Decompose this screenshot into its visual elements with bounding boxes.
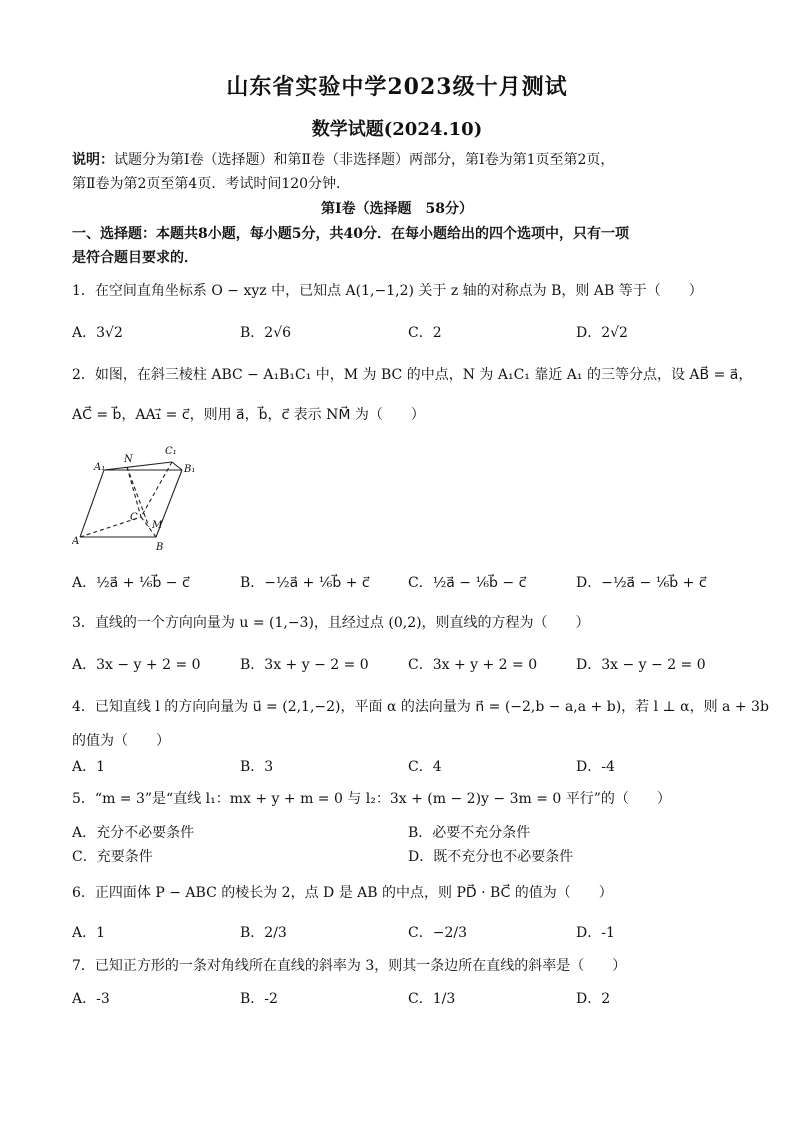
edge-c1-b1: [172, 462, 182, 470]
question-5-options-row-1: [72, 822, 732, 846]
instructions-label: 说明：: [72, 152, 114, 168]
prism-figure: [72, 440, 202, 555]
question-4-options: [72, 756, 732, 786]
exam-title: 山东省实验中学2023级十月测试: [226, 74, 568, 100]
question-6-options: [72, 922, 732, 952]
option-b[interactable]: B．3: [240, 759, 274, 775]
option-a[interactable]: A．1: [72, 759, 106, 775]
segment-n-c: [127, 467, 141, 517]
instructions: [72, 148, 732, 172]
option-b[interactable]: B．−½a⃗ + ⅙b⃗ + c⃗: [240, 575, 370, 591]
option-d[interactable]: D．−½a⃗ − ⅙b⃗ + c⃗: [576, 575, 707, 591]
option-c[interactable]: C．4: [408, 759, 442, 775]
option-a[interactable]: A．充分不必要条件: [72, 825, 195, 841]
question-5-stem: 5．“m = 3”是“直线 l₁：mx + y + m = 0 与 l₂：3x + (m − 2)y − 3m = 0 平行”的（ ）: [72, 791, 671, 807]
option-d[interactable]: D．-1: [576, 925, 615, 941]
option-d[interactable]: D．2: [576, 991, 611, 1007]
edge-a1-a: [80, 470, 104, 537]
question-1-stem: 1．在空间直角坐标系 O − xyz 中，已知点 A(1,−1,2) 关于 z 轴的对称点为 B，则 AB 等于（ ）: [72, 283, 703, 299]
option-b[interactable]: B．必要不充分条件: [408, 825, 531, 841]
question-2-stem-line-2: AC⃗ = b⃗，AA₁⃗ = c⃗，则用 a⃗，b⃗，c⃗ 表示 NM⃗ 为（ ）: [72, 407, 425, 423]
option-d[interactable]: D．2√2: [576, 325, 628, 341]
option-d[interactable]: D．3x − y − 2 = 0: [576, 657, 706, 673]
section-heading: 第Ⅰ卷（选择题 58分）: [320, 201, 474, 217]
option-a[interactable]: A．1: [72, 925, 106, 941]
question-2-options: [72, 572, 732, 602]
section-instruction-1: 一、选择题：本题共8小题，每小题5分，共40分．在每小题给出的四个选项中，只有一项: [72, 226, 629, 242]
label-c1: C₁: [165, 446, 177, 457]
question-3-options: [72, 654, 732, 684]
option-b[interactable]: B．-2: [240, 991, 278, 1007]
label-n: N: [124, 454, 133, 465]
section-instruction-2: 是符合题目要求的．: [72, 250, 198, 266]
option-a[interactable]: A．3x − y + 2 = 0: [72, 657, 201, 673]
question-5-options-row-2: [72, 846, 732, 870]
option-d[interactable]: D．-4: [576, 759, 615, 775]
label-b: B: [156, 542, 164, 553]
option-c[interactable]: C．2: [408, 325, 442, 341]
label-c: C: [130, 512, 138, 523]
option-a[interactable]: A．½a⃗ + ⅙b⃗ − c⃗: [72, 575, 190, 591]
instructions-line-2: 第Ⅱ卷为第2页至第4页．考试时间120分钟．: [72, 176, 351, 192]
question-4-stem: 4．已知直线 l 的方向向量为 u⃗ = (2,1,−2)，平面 α 的法向量为 n⃗ = (−2,b − a,a + b)，若 l ⊥ α，则 a + 3b: [72, 699, 769, 715]
question-4-stem-line-2: 的值为（ ）: [72, 733, 170, 749]
option-c[interactable]: C．−2/3: [408, 925, 467, 941]
instructions-text-1: 试题分为第Ⅰ卷（选择题）和第Ⅱ卷（非选择题）两部分，第Ⅰ卷为第1页至第2页，: [114, 152, 615, 168]
option-d[interactable]: D．既不充分也不必要条件: [408, 849, 574, 865]
question-1-options: [72, 322, 732, 352]
option-c[interactable]: C．充要条件: [72, 849, 153, 865]
question-6-stem: 6．正四面体 P − ABC 的棱长为 2，点 D 是 AB 的中点，则 PD⃗ · BC⃗ 的值为（ ）: [72, 885, 613, 901]
option-a[interactable]: A．-3: [72, 991, 110, 1007]
option-c[interactable]: C．1/3: [408, 991, 456, 1007]
option-c[interactable]: C．3x + y + 2 = 0: [408, 657, 538, 673]
label-m: M: [152, 520, 163, 531]
option-b[interactable]: B．2√6: [240, 325, 292, 341]
option-b[interactable]: B．2/3: [240, 925, 287, 941]
option-c[interactable]: C．½a⃗ − ⅙b⃗ − c⃗: [408, 575, 527, 591]
question-7-stem: 7．已知正方形的一条对角线所在直线的斜率为 3，则其一条边所在直线的斜率是（ ）: [72, 958, 627, 974]
option-a[interactable]: A．3√2: [72, 325, 123, 341]
exam-subtitle: 数学试题(2024.10): [311, 119, 483, 140]
option-b[interactable]: B．3x + y − 2 = 0: [240, 657, 369, 673]
question-2-stem: 2．如图，在斜三棱柱 ABC − A₁B₁C₁ 中，M 为 BC 的中点，N 为 A₁C₁ 靠近 A₁ 的三等分点，设 AB⃗ = a⃗，: [72, 367, 753, 383]
question-7-options: [72, 988, 732, 1018]
label-a: A: [72, 536, 80, 547]
label-b1: B₁: [184, 464, 196, 475]
question-3-stem: 3．直线的一个方向向量为 u = (1,−3)，且经过点 (0,2)，则直线的方程为（ ）: [72, 615, 590, 631]
label-a1: A₁: [94, 462, 106, 473]
edge-a1-c1: [104, 462, 172, 470]
